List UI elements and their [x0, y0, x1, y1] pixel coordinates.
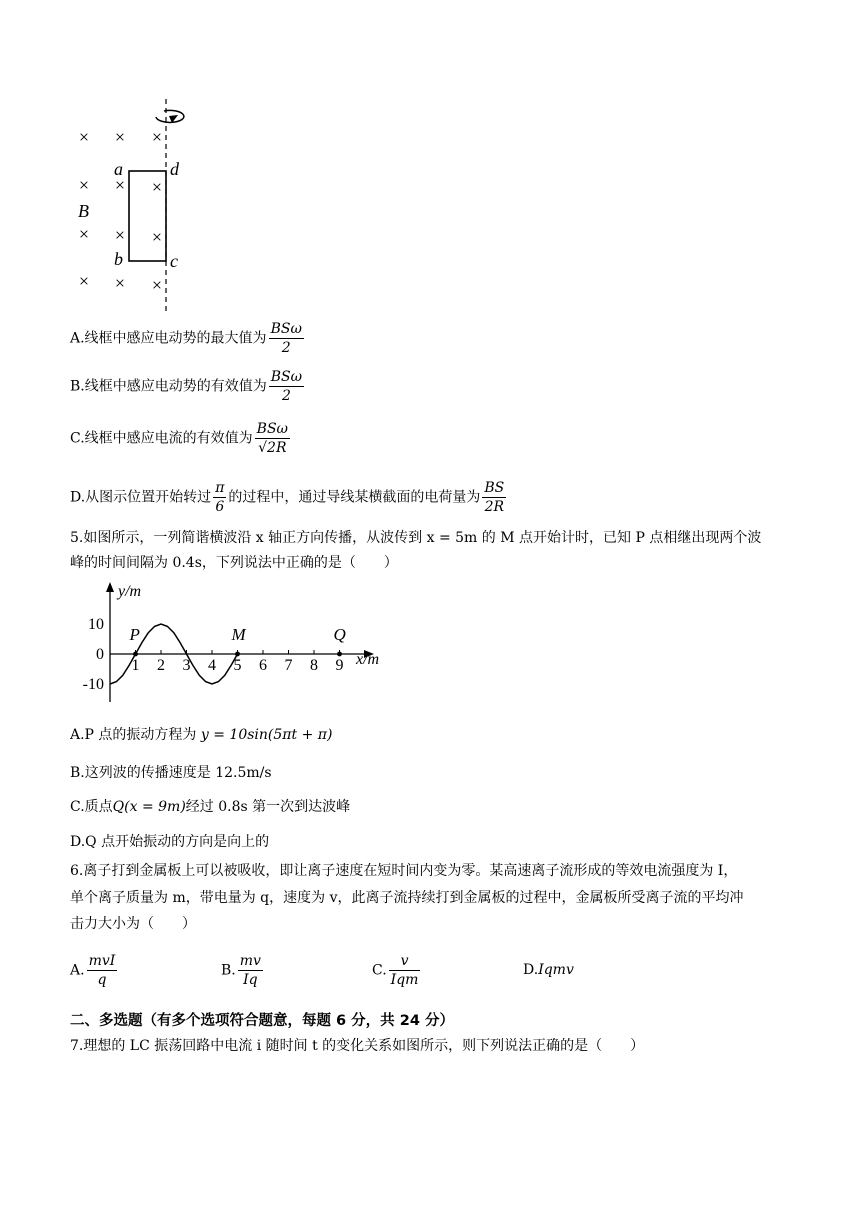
- point-m-dot: [235, 652, 240, 657]
- q4-option-d-prefix: D.从图示位置开始转过: [70, 489, 212, 506]
- q4-option-d: [70, 479, 508, 516]
- field-crosses: [79, 127, 162, 295]
- q4-option-d-middle: 的过程中，通过导线某横截面的电荷量为: [228, 489, 481, 506]
- q4-option-a: [70, 320, 306, 357]
- fraction: [389, 952, 421, 989]
- section-heading-multiple-choice: 二、多选题（有多个选项符合题意，每题 6 分，共 24 分）: [70, 1013, 454, 1029]
- y-axis-label: y/m: [118, 583, 142, 600]
- q5-option-d: D.Q 点开始振动的方向是向上的: [70, 834, 270, 850]
- q6-stem-line2: 单个离子质量为 m，带电量为 q，速度为 v，此离子流持续打到金属板的过程中，金属板所受离子流的平均冲: [70, 890, 744, 906]
- x-tick-label: 1: [131, 657, 140, 674]
- cross-mark: ×: [78, 175, 90, 195]
- denominator: 2R: [484, 499, 505, 515]
- numerator: BSω: [256, 421, 288, 437]
- q5-stem-line1: 5.如图所示，一列简谐横波沿 x 轴正方向传播，从波传到 x = 5m 的 M 点开始计时，已知 P 点相继出现两个波: [70, 530, 762, 546]
- numerator: mvI: [88, 953, 116, 969]
- x-tick-label: 7: [284, 657, 293, 674]
- numerator: BSω: [270, 369, 303, 385]
- y-tick-label: 10: [88, 616, 104, 633]
- q6-option-a: [70, 952, 119, 989]
- q4-option-c-prefix: C.线框中感应电流的有效值为: [70, 430, 253, 447]
- x-tick-label: 9: [335, 657, 344, 674]
- cross-mark: ×: [114, 225, 126, 245]
- q6-option-c-prefix: C.: [372, 962, 387, 979]
- denominator: 2: [281, 340, 291, 356]
- cross-mark: ×: [151, 227, 163, 247]
- x-tick-label: 8: [310, 657, 318, 674]
- q6-option-d: [523, 959, 574, 981]
- fraction: [269, 320, 304, 357]
- q6-option-d-prefix: D.: [523, 962, 539, 978]
- q5-stem-line2: 峰的时间间隔为 0.4s，下列说法中正确的是（ ）: [70, 555, 398, 571]
- q6-option-b: [221, 952, 265, 989]
- label-field-B: B: [78, 201, 89, 221]
- q4-option-b-prefix: B.线框中感应电动势的有效值为: [70, 378, 267, 395]
- label-b: b: [114, 249, 123, 269]
- cross-mark: ×: [151, 177, 163, 197]
- q4-option-c: [70, 420, 292, 457]
- denominator: Iqm: [390, 972, 419, 988]
- q6-stem-line1: 6.离子打到金属板上可以被吸收，即让离子速度在短时间内变为零。某高速离子流形成的等效电流强度为 I，: [70, 863, 738, 879]
- numerator: v: [389, 952, 421, 971]
- fraction: [87, 952, 118, 989]
- q5-option-b: B.这列波的传播速度是 12.5m/s: [70, 765, 272, 781]
- denominator: 6: [215, 499, 225, 515]
- q6-option-a-prefix: A.: [70, 962, 85, 979]
- q6-option-b-prefix: B.: [221, 962, 236, 979]
- x-tick-label: 3: [182, 657, 191, 674]
- cross-mark: ×: [78, 224, 90, 244]
- fraction: [269, 368, 304, 405]
- q5-option-c-equation: Q(x = 9m): [112, 799, 186, 815]
- fraction: [238, 952, 263, 989]
- numerator: mv: [239, 953, 261, 969]
- q7-stem-line1: 7.理想的 LC 振荡回路中电流 i 随时间 t 的变化关系如图所示，则下列说法正确的是（ ）: [70, 1038, 645, 1054]
- loop-field-figure: [60, 95, 210, 315]
- x-axis-label: x/m: [356, 651, 380, 668]
- point-m-label: M: [231, 625, 246, 644]
- cross-mark: ×: [151, 275, 163, 295]
- fraction: [255, 420, 290, 457]
- point-q-dot: [337, 652, 342, 657]
- q6-option-c: [372, 952, 422, 989]
- cross-mark: ×: [151, 127, 163, 147]
- fraction: [482, 479, 506, 516]
- y-tick-label: -10: [82, 676, 104, 693]
- q5-option-a-prefix: A.P 点的振动方程为: [70, 727, 197, 743]
- x-tick-label: 4: [208, 657, 216, 674]
- q6-option-d-expression: Iqmv: [538, 962, 574, 978]
- x-tick-label: 5: [233, 657, 242, 674]
- q4-option-a-prefix: A.线框中感应电动势的最大值为: [70, 330, 267, 347]
- cross-mark: ×: [114, 127, 126, 147]
- y-ticks: [83, 616, 104, 693]
- cross-mark: ×: [114, 273, 126, 293]
- q5-option-c: [70, 796, 350, 818]
- q4-option-b: [70, 368, 306, 405]
- q6-stem-line3: 击力大小为（ ）: [70, 916, 196, 932]
- q5-option-a: [70, 724, 332, 746]
- denominator: Iq: [243, 972, 258, 988]
- q5-option-c-prefix: C.质点: [70, 799, 113, 815]
- point-p-label: P: [129, 625, 140, 644]
- cross-mark: ×: [78, 127, 90, 147]
- numerator: π: [215, 480, 225, 496]
- cross-mark: ×: [78, 271, 90, 291]
- q5-option-a-equation: y = 10sin(5πt + π): [200, 727, 333, 743]
- denominator: 2: [281, 388, 291, 404]
- point-p-dot: [133, 652, 138, 657]
- denominator: √2R: [258, 440, 287, 456]
- numerator: BS: [484, 480, 505, 496]
- label-c: c: [170, 251, 178, 271]
- label-a: a: [114, 159, 123, 179]
- denominator: q: [97, 972, 107, 988]
- numerator: BSω: [270, 321, 302, 337]
- fraction: [213, 479, 226, 516]
- x-tick-label: 2: [157, 657, 165, 674]
- y-tick-label: 0: [96, 646, 104, 663]
- cross-mark: ×: [114, 175, 126, 195]
- point-q-label: Q: [333, 625, 346, 644]
- y-axis-arrow-icon: [106, 582, 114, 592]
- x-tick-label: 6: [259, 657, 267, 674]
- wave-chart: [70, 578, 390, 708]
- q5-option-c-suffix: 经过 0.8s 第一次到达波峰: [185, 799, 351, 815]
- label-d: d: [170, 159, 179, 179]
